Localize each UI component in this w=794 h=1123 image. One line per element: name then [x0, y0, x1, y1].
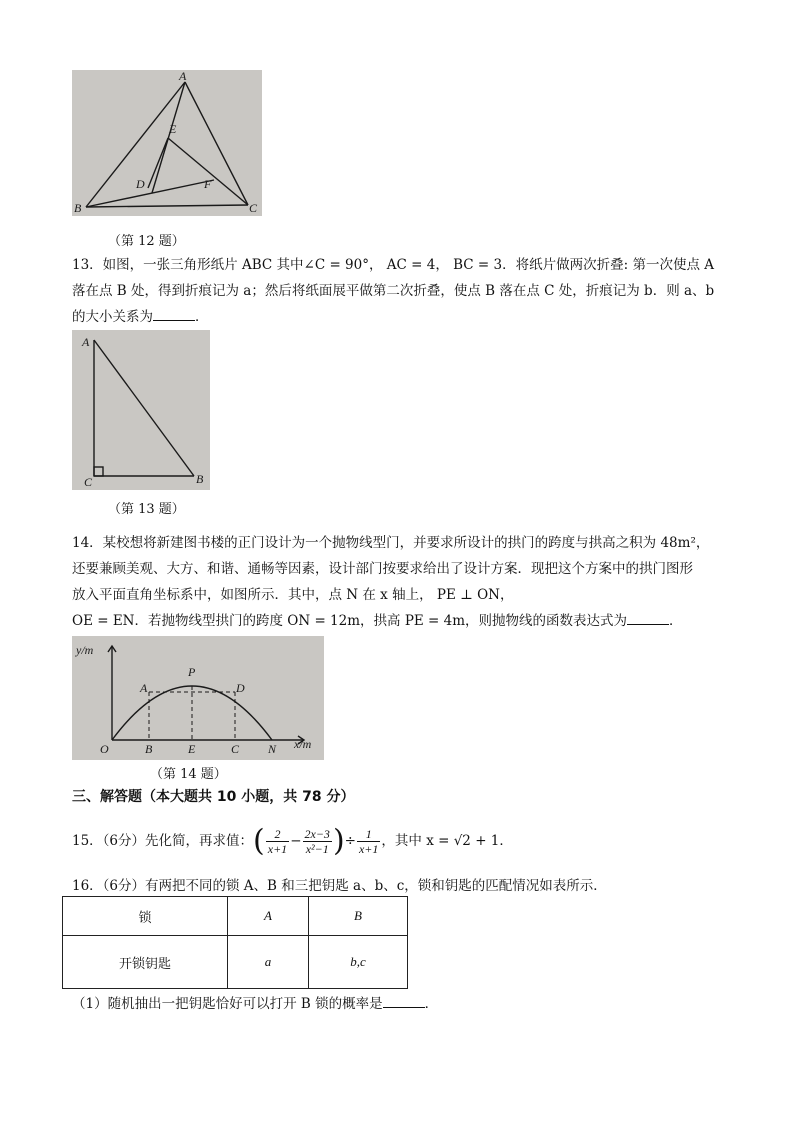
axis-y-label: y/m	[76, 643, 94, 657]
figure-14-caption: （第 14 题）	[150, 767, 227, 782]
q14-line-4-text: OE = EN．若抛物线型拱门的跨度 ON = 12m，拱高 PE = 4m，则抛物线的函数表达式为	[72, 613, 628, 629]
label-A: A	[179, 70, 187, 83]
label-B: B	[74, 201, 82, 215]
q13-line-3-text: 的大小关系为	[72, 309, 153, 325]
label-F: F	[204, 177, 212, 191]
q15-suffix: ，其中 x = √2 + 1．	[381, 833, 513, 849]
q16-sub1-text: （1）随机抽出一把钥匙恰好可以打开 B 锁的概率是	[72, 996, 383, 1012]
figure-12	[72, 70, 262, 216]
table-cell: 开锁钥匙	[63, 936, 228, 989]
table-cell: b,c	[309, 936, 408, 989]
label-D: D	[236, 681, 245, 695]
q13-line-3	[72, 304, 732, 330]
label-E: E	[188, 742, 196, 756]
fraction-1-denominator: x+1	[267, 842, 288, 856]
lock-key-table	[62, 896, 408, 989]
q14-period: ．	[669, 613, 683, 629]
question-13	[72, 252, 732, 330]
fraction-3-denominator: x+1	[358, 842, 379, 856]
left-paren: (	[253, 823, 265, 859]
figure-14	[72, 636, 324, 760]
q15-prefix: 15．（6分）先化简，再求值：	[72, 833, 254, 849]
label-P: P	[188, 665, 196, 679]
figure-13-drawing	[72, 330, 210, 490]
fraction-2-numerator: 2x−3	[304, 827, 330, 841]
q14-line-4	[72, 608, 732, 634]
label-B: B	[196, 472, 204, 486]
fraction-3	[357, 827, 380, 856]
label-C: C	[231, 742, 240, 756]
minus-sign: −	[290, 833, 302, 849]
table-cell: a	[228, 936, 309, 989]
table-header-cell: B	[309, 897, 408, 936]
label-A: A	[140, 681, 148, 695]
question-15	[72, 818, 513, 865]
q14-line-3: 放入平面直角坐标系中，如图所示．其中，点 N 在 x 轴上， PE ⊥ ON，	[72, 587, 514, 603]
table-row	[63, 897, 408, 936]
q16-sub1-period: ．	[424, 996, 439, 1012]
section-3-title: 三、解答题（本大题共 10 小题，共 78 分）	[72, 789, 355, 805]
fraction-1-numerator: 2	[266, 827, 289, 842]
axis-x-label: x/m	[294, 737, 312, 751]
label-E: E	[169, 122, 177, 136]
table-header-cell: A	[228, 897, 309, 936]
label-O: O	[100, 742, 109, 756]
label-C: C	[84, 475, 93, 489]
right-paren: )	[332, 823, 345, 859]
q14-line-1: 14．某校想将新建图书楼的正门设计为一个抛物线型门，并要求所设计的拱门的跨度与拱高之积为 48m²，	[72, 535, 710, 551]
fraction-3-numerator: 1	[357, 827, 380, 842]
figure-14-drawing	[72, 636, 324, 760]
label-A: A	[82, 335, 90, 349]
figure-12-drawing	[72, 70, 262, 216]
label-D: D	[136, 177, 145, 191]
table-header-cell: 锁	[63, 897, 228, 936]
fraction-1	[266, 827, 289, 856]
q13-line-2: 落在点 B 处，得到折痕记为 a；然后将纸面展平做第二次折叠，使点 B 落在点 C 处，折痕记为 b．则 a、b	[72, 283, 715, 299]
q13-period: ．	[195, 309, 209, 325]
divide-sign: ÷	[344, 833, 356, 849]
answer-blank-13	[153, 306, 195, 321]
question-16-part-1	[72, 992, 438, 1012]
figure-13-caption: （第 13 题）	[108, 502, 185, 517]
q13-line-1: 13．如图，一张三角形纸片 ABC 其中∠C = 90°， AC = 4， BC = 3．将纸片做两次折叠: 第一次使点 A	[72, 257, 714, 273]
question-14	[72, 530, 732, 634]
fraction-2-denominator: x²−1	[305, 842, 329, 856]
figure-12-caption: （第 12 题）	[108, 234, 185, 249]
fraction-2	[303, 827, 332, 856]
label-C: C	[249, 201, 258, 215]
question-16: 16．（6分）有两把不同的锁 A、B 和三把钥匙 a、b、c，锁和钥匙的匹配情况如表所示．	[72, 878, 607, 894]
answer-blank-16-1	[383, 993, 425, 1008]
answer-blank-14	[627, 610, 669, 625]
figure-13	[72, 330, 210, 490]
table-row	[63, 936, 408, 989]
q14-line-2: 还要兼顾美观、大方、和谐、通畅等因素，设计部门按要求给出了设计方案．现把这个方案中的拱门图形	[72, 561, 693, 577]
label-N: N	[268, 742, 277, 756]
label-B: B	[145, 742, 153, 756]
